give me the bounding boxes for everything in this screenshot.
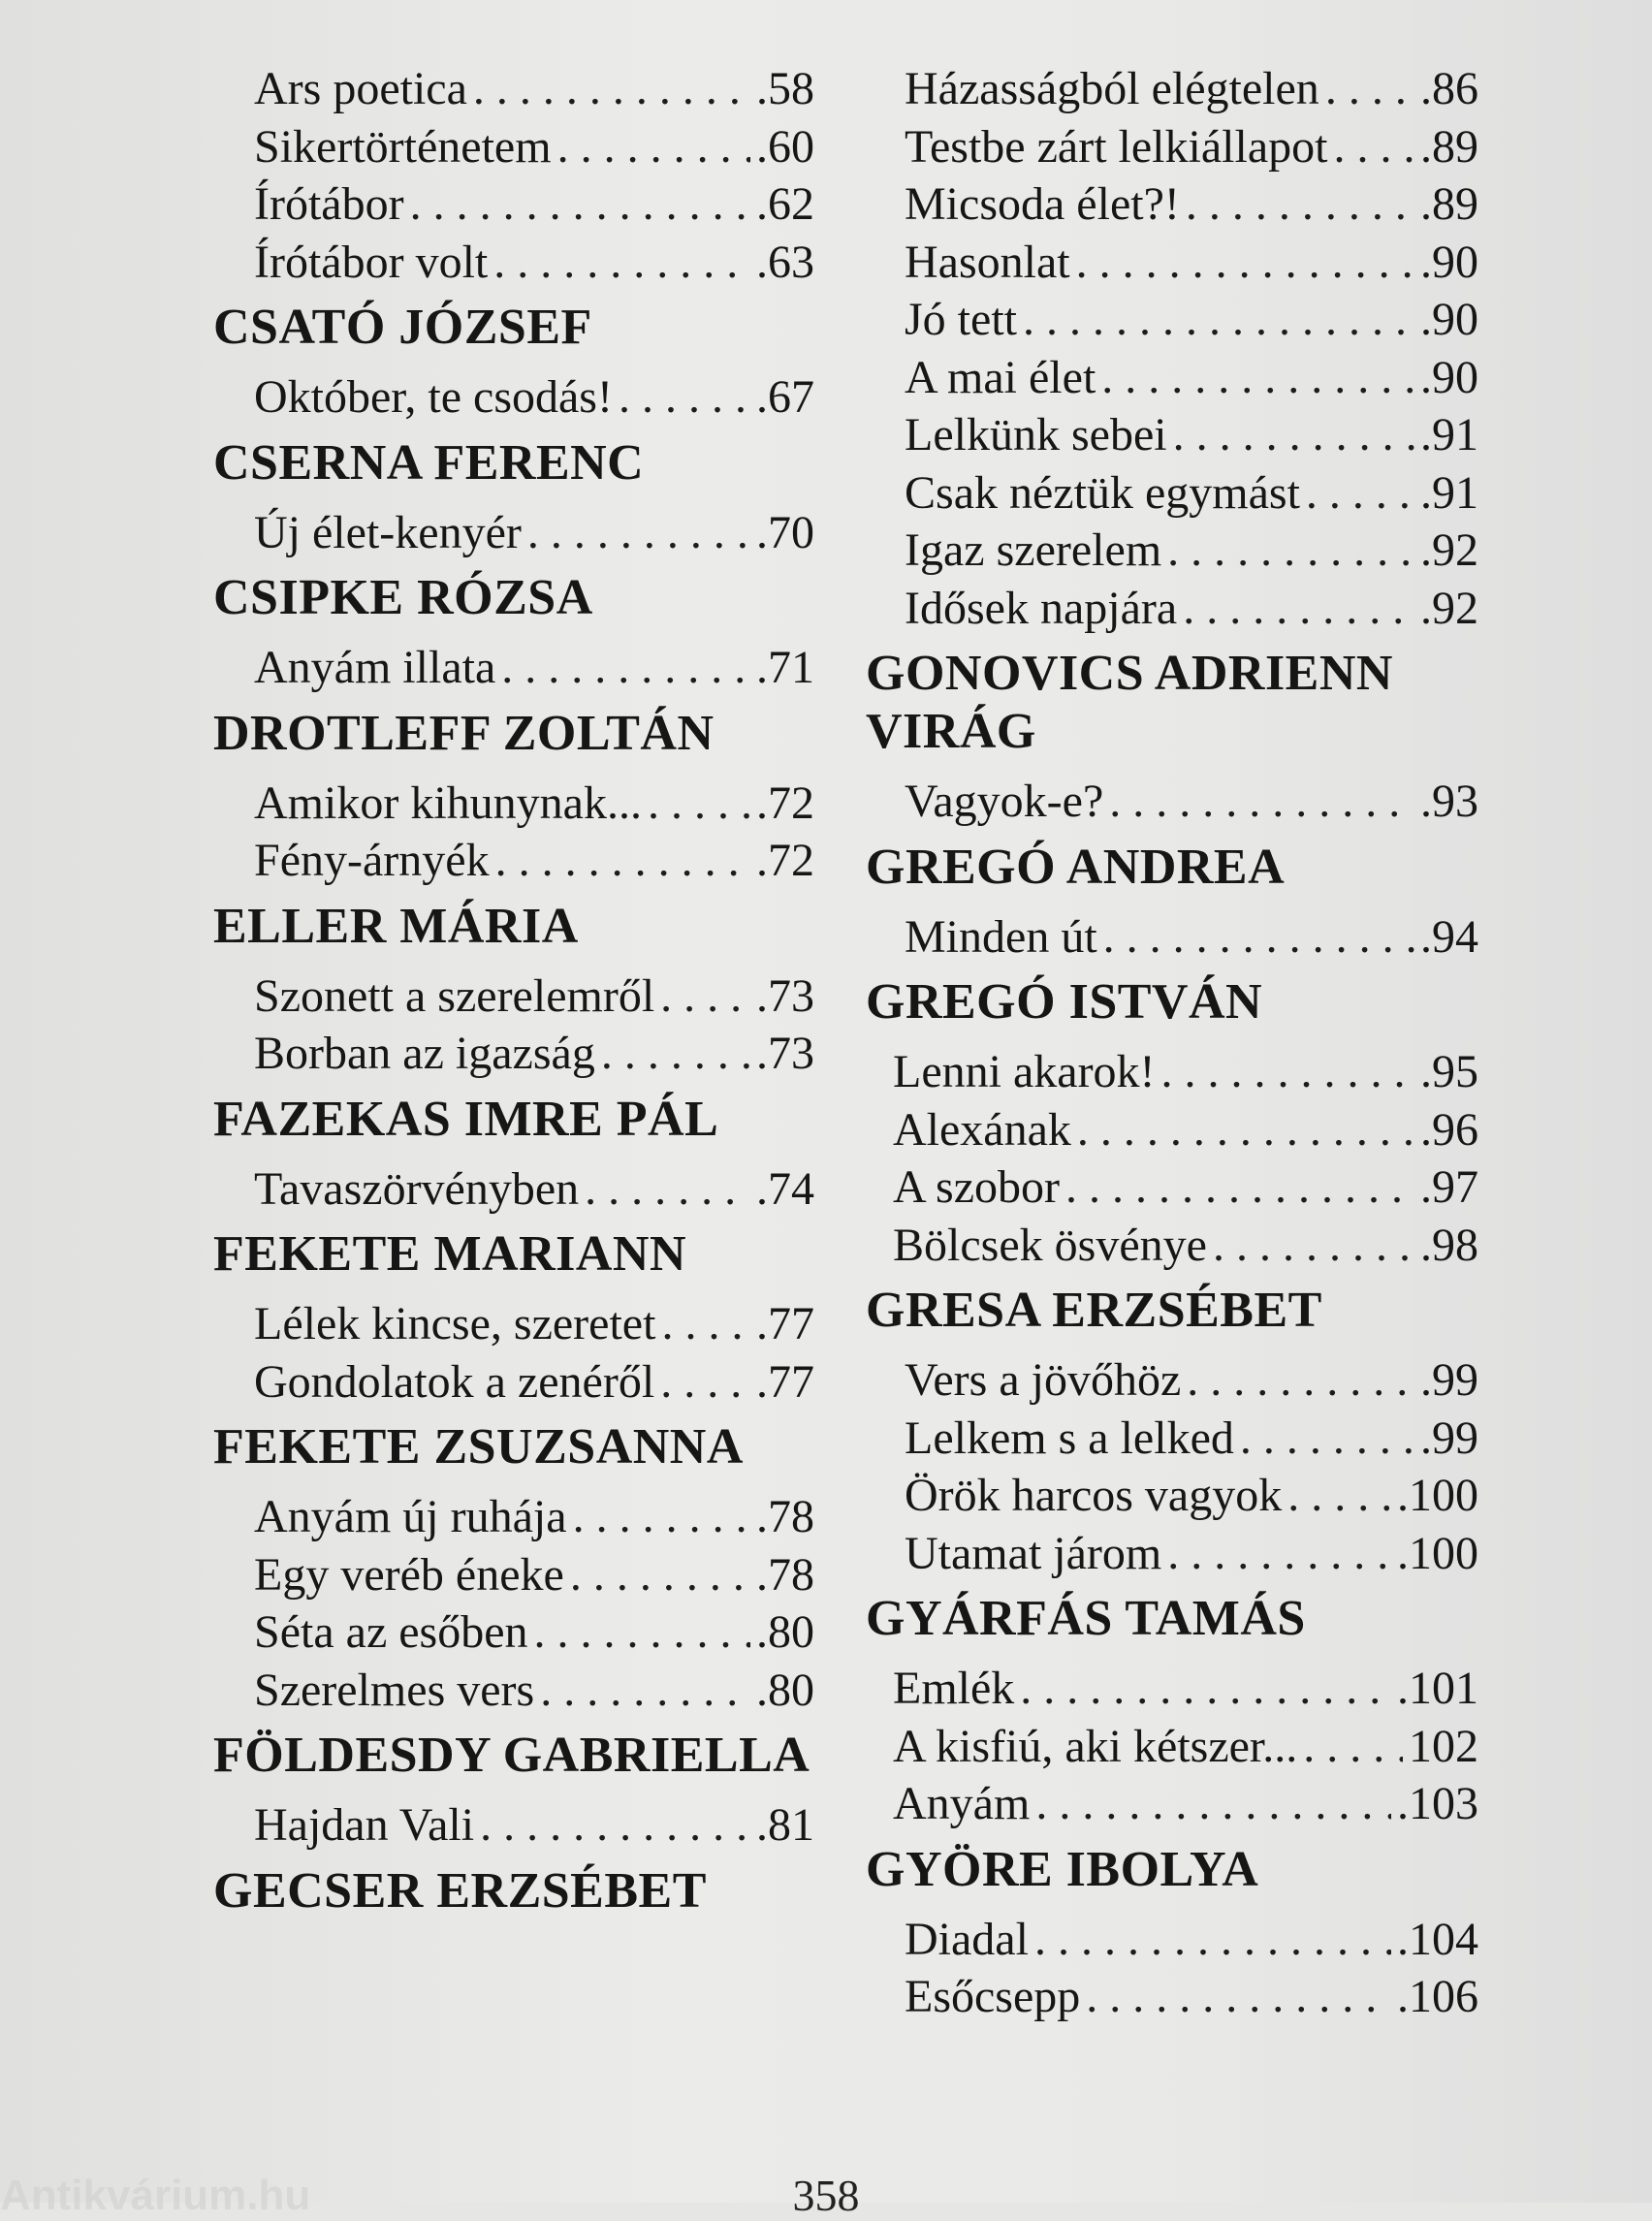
dot-leader bbox=[661, 1295, 750, 1353]
entry-title: Igaz szerelem bbox=[905, 524, 1162, 576]
dot-leader bbox=[1167, 1525, 1391, 1583]
toc-entry bbox=[213, 1160, 814, 1219]
toc-entry bbox=[213, 234, 814, 292]
toc-entry bbox=[213, 118, 814, 176]
dot-leader bbox=[501, 639, 750, 697]
entry-page-number: .93 bbox=[1420, 776, 1478, 827]
toc-entry bbox=[866, 1158, 1478, 1217]
entry-page-number: .80 bbox=[756, 1606, 814, 1658]
entry-page-number: .90 bbox=[1420, 351, 1478, 403]
dot-leader bbox=[1187, 1351, 1414, 1410]
dot-leader bbox=[1103, 908, 1414, 967]
entry-title: Egy veréb éneke bbox=[254, 1548, 564, 1601]
entry-page-number: .81 bbox=[756, 1799, 814, 1851]
toc-entry bbox=[213, 1546, 814, 1604]
entry-title: A szobor bbox=[893, 1161, 1060, 1213]
entry-page-number: .94 bbox=[1420, 910, 1478, 963]
dot-leader bbox=[660, 968, 750, 1026]
dot-leader bbox=[540, 1662, 750, 1720]
entry-title: Anyám illata bbox=[254, 642, 496, 693]
author-heading: GONOVICS ADRIENN VIRÁG bbox=[866, 646, 1393, 759]
toc-entry bbox=[213, 775, 814, 833]
entry-title: Új élet-kenyér bbox=[254, 506, 522, 558]
dot-leader bbox=[1325, 60, 1414, 118]
dot-leader bbox=[557, 118, 750, 176]
entry-title: Házasságból elégtelen bbox=[905, 63, 1319, 114]
author-heading: DROTLEFF ZOLTÁN bbox=[213, 705, 715, 761]
toc-entry bbox=[213, 1025, 814, 1083]
entry-page-number: .78 bbox=[756, 1491, 814, 1542]
entry-title: Írótábor volt bbox=[254, 236, 489, 288]
toc-entry bbox=[213, 504, 814, 562]
entry-title: A kisfiú, aki kétszer... bbox=[893, 1720, 1298, 1772]
dot-leader bbox=[1173, 406, 1414, 464]
entry-title: Szonett a szerelemről bbox=[254, 969, 655, 1022]
entry-page-number: .60 bbox=[756, 120, 814, 173]
entry-page-number: .77 bbox=[756, 1298, 814, 1349]
entry-page-number: .86 bbox=[1420, 63, 1478, 114]
dot-leader bbox=[1020, 1660, 1391, 1718]
toc-left-column bbox=[213, 60, 814, 1932]
toc-entry bbox=[866, 908, 1478, 967]
dot-leader bbox=[1240, 1410, 1414, 1468]
entry-page-number: .67 bbox=[756, 371, 814, 423]
entry-page-number: 102 bbox=[1409, 1720, 1478, 1772]
entry-page-number: .90 bbox=[1420, 294, 1478, 345]
dot-leader bbox=[585, 1160, 750, 1219]
toc-entry bbox=[213, 1353, 814, 1412]
entry-title: Vagyok-e? bbox=[905, 776, 1104, 827]
entry-title: Séta az esőben bbox=[254, 1606, 528, 1658]
toc-entry bbox=[213, 368, 814, 427]
entry-page-number: .103 bbox=[1397, 1778, 1478, 1829]
dot-leader bbox=[1186, 175, 1414, 234]
entry-page-number: .58 bbox=[756, 63, 814, 114]
entry-page-number: .97 bbox=[1420, 1161, 1478, 1213]
dot-leader bbox=[1035, 1775, 1391, 1833]
toc-entry bbox=[866, 1968, 1478, 2026]
entry-title: Sikertörténetem bbox=[254, 120, 552, 173]
dot-leader bbox=[1101, 349, 1414, 407]
toc-entry bbox=[866, 1043, 1478, 1101]
toc-entry bbox=[866, 118, 1478, 176]
dot-leader bbox=[601, 1025, 750, 1083]
entry-title: Tavaszörvényben bbox=[254, 1162, 580, 1215]
entry-page-number: .63 bbox=[756, 236, 814, 288]
entry-page-number: .99 bbox=[1420, 1412, 1478, 1464]
entry-page-number: .106 bbox=[1397, 1971, 1478, 2022]
dot-leader bbox=[1161, 1043, 1414, 1101]
entry-title: Ars poetica bbox=[254, 63, 467, 114]
toc-entry bbox=[866, 773, 1478, 831]
toc-entry bbox=[866, 580, 1478, 638]
entry-title: Utamat járom bbox=[905, 1527, 1162, 1579]
entry-page-number: .78 bbox=[756, 1548, 814, 1601]
entry-title: Amikor kihunynak... bbox=[254, 777, 642, 829]
author-heading: CSERNA FERENC bbox=[213, 434, 645, 491]
author-heading: FÖLDESDY GABRIELLA bbox=[213, 1728, 810, 1783]
entry-title: Lelkünk sebei bbox=[905, 409, 1167, 460]
dot-leader bbox=[660, 1353, 750, 1412]
toc-entry bbox=[866, 349, 1478, 407]
toc-entry bbox=[866, 234, 1478, 292]
entry-page-number: .62 bbox=[756, 178, 814, 230]
toc-right-column bbox=[866, 60, 1478, 2026]
dot-leader bbox=[1306, 464, 1414, 523]
toc-entry bbox=[213, 832, 814, 890]
author-heading: ELLER MÁRIA bbox=[213, 898, 579, 954]
toc-entry bbox=[866, 1217, 1478, 1275]
author-heading: FAZEKAS IMRE PÁL bbox=[213, 1091, 719, 1147]
dot-leader bbox=[619, 368, 750, 427]
entry-title: Vers a jövőhöz bbox=[905, 1354, 1182, 1406]
entry-title: Csak néztük egymást bbox=[905, 466, 1300, 519]
entry-page-number: .96 bbox=[1420, 1103, 1478, 1156]
entry-title: Minden út bbox=[905, 910, 1097, 963]
toc-entry bbox=[866, 522, 1478, 580]
author-heading: GRESA ERZSÉBET bbox=[866, 1283, 1322, 1338]
dot-leader bbox=[534, 1603, 750, 1662]
dot-leader bbox=[1034, 1911, 1391, 1969]
toc-entry bbox=[213, 968, 814, 1026]
toc-entry bbox=[866, 1525, 1478, 1583]
watermark: Antikvárium.hu bbox=[0, 2172, 311, 2219]
entry-title: Emlék bbox=[893, 1663, 1015, 1714]
author-heading: GREGÓ ANDREA bbox=[866, 839, 1286, 895]
toc-entry bbox=[213, 1488, 814, 1546]
entry-page-number: .100 bbox=[1397, 1527, 1478, 1579]
entry-page-number: .72 bbox=[756, 835, 814, 886]
dot-leader bbox=[1333, 118, 1414, 176]
toc-entry bbox=[213, 639, 814, 697]
entry-title: Idősek napjára bbox=[905, 582, 1178, 634]
entry-page-number: .91 bbox=[1420, 409, 1478, 460]
toc-entry bbox=[866, 1101, 1478, 1159]
entry-title: Jó tett bbox=[905, 294, 1017, 345]
toc-entry bbox=[866, 1911, 1478, 1969]
toc-entry bbox=[866, 464, 1478, 523]
entry-title: Bölcsek ösvénye bbox=[893, 1219, 1207, 1271]
toc-entry bbox=[213, 1796, 814, 1855]
author-heading: GREGÓ ISTVÁN bbox=[866, 974, 1263, 1030]
entry-title: Anyám bbox=[893, 1778, 1031, 1829]
toc-entry bbox=[866, 1410, 1478, 1468]
dot-leader bbox=[1109, 773, 1414, 831]
entry-page-number: .70 bbox=[756, 506, 814, 558]
author-heading: GYÖRE IBOLYA bbox=[866, 1841, 1259, 1897]
toc-entry bbox=[213, 1295, 814, 1353]
entry-title: Fény-árnyék bbox=[254, 835, 490, 886]
entry-page-number: .100 bbox=[1397, 1470, 1478, 1521]
entry-title: Lelkem s a lelked bbox=[905, 1412, 1234, 1464]
entry-title: Írótábor bbox=[254, 178, 404, 230]
toc-entry bbox=[213, 175, 814, 234]
author-heading: FEKETE MARIANN bbox=[213, 1226, 687, 1282]
author-heading: GECSER ERZSÉBET bbox=[213, 1862, 707, 1919]
entry-page-number: .95 bbox=[1420, 1046, 1478, 1097]
toc-entry bbox=[213, 1603, 814, 1662]
dot-leader bbox=[1086, 1968, 1391, 2026]
entry-page-number: .92 bbox=[1420, 524, 1478, 576]
entry-title: Hajdan Vali bbox=[254, 1799, 475, 1851]
entry-page-number: .73 bbox=[756, 1028, 814, 1079]
toc-entry bbox=[866, 1467, 1478, 1525]
dot-leader bbox=[493, 234, 750, 292]
toc-entry bbox=[866, 175, 1478, 234]
entry-page-number: .98 bbox=[1420, 1219, 1478, 1271]
entry-page-number: .90 bbox=[1420, 236, 1478, 288]
dot-leader bbox=[1065, 1158, 1414, 1217]
entry-title: Október, te csodás! bbox=[254, 371, 613, 423]
dot-leader bbox=[1076, 234, 1414, 292]
entry-page-number: .101 bbox=[1397, 1663, 1478, 1714]
entry-title: Lenni akarok! bbox=[893, 1046, 1156, 1097]
toc-entry bbox=[866, 291, 1478, 349]
dot-leader bbox=[495, 832, 750, 890]
entry-title: Diadal bbox=[905, 1913, 1029, 1965]
dot-leader bbox=[1287, 1467, 1391, 1525]
entry-page-number: .80 bbox=[756, 1664, 814, 1716]
entry-page-number: .74 bbox=[756, 1162, 814, 1215]
entry-page-number: .77 bbox=[756, 1355, 814, 1408]
entry-title: Gondolatok a zenéről bbox=[254, 1355, 655, 1408]
page-number: 358 bbox=[792, 2171, 860, 2220]
dot-leader bbox=[1077, 1101, 1414, 1159]
entry-title: Testbe zárt lelkiállapot bbox=[905, 120, 1328, 173]
entry-page-number: .72 bbox=[756, 777, 814, 829]
entry-page-number: .89 bbox=[1420, 178, 1478, 230]
dot-leader bbox=[1303, 1718, 1403, 1776]
author-heading: CSATÓ JÓZSEF bbox=[213, 300, 592, 355]
toc-entry bbox=[866, 1660, 1478, 1718]
dot-leader bbox=[1167, 522, 1414, 580]
dot-leader bbox=[1213, 1217, 1414, 1275]
toc-entry bbox=[866, 1775, 1478, 1833]
entry-page-number: .73 bbox=[756, 969, 814, 1022]
entry-title: Hasonlat bbox=[905, 236, 1070, 288]
dot-leader bbox=[648, 775, 750, 833]
toc-entry bbox=[213, 60, 814, 118]
entry-page-number: .104 bbox=[1397, 1913, 1478, 1965]
entry-title: Borban az igazság bbox=[254, 1028, 595, 1079]
author-heading: FEKETE ZSUZSANNA bbox=[213, 1419, 744, 1475]
toc-entry bbox=[866, 406, 1478, 464]
dot-leader bbox=[480, 1796, 750, 1855]
dot-leader bbox=[527, 504, 750, 562]
entry-title: Lélek kincse, szeretet bbox=[254, 1298, 656, 1349]
dot-leader bbox=[1183, 580, 1414, 638]
entry-page-number: .89 bbox=[1420, 120, 1478, 173]
toc-entry bbox=[866, 60, 1478, 118]
entry-page-number: .92 bbox=[1420, 582, 1478, 634]
dot-leader bbox=[570, 1546, 750, 1604]
dot-leader bbox=[1023, 291, 1414, 349]
entry-title: Micsoda élet?! bbox=[905, 178, 1180, 230]
entry-title: Anyám új ruhája bbox=[254, 1491, 567, 1542]
toc-entry bbox=[866, 1351, 1478, 1410]
entry-title: Örök harcos vagyok bbox=[905, 1470, 1283, 1521]
author-heading: CSIPKE RÓZSA bbox=[213, 570, 593, 625]
entry-page-number: .71 bbox=[756, 642, 814, 693]
entry-page-number: .99 bbox=[1420, 1354, 1478, 1406]
entry-title: Alexának bbox=[893, 1103, 1071, 1156]
entry-title: A mai élet bbox=[905, 351, 1096, 403]
dot-leader bbox=[410, 175, 750, 234]
entry-page-number: .91 bbox=[1420, 466, 1478, 519]
toc-entry bbox=[866, 1718, 1478, 1776]
dot-leader bbox=[573, 1488, 750, 1546]
author-heading: GYÁRFÁS TAMÁS bbox=[866, 1591, 1306, 1646]
dot-leader bbox=[473, 60, 750, 118]
toc-entry bbox=[213, 1662, 814, 1720]
entry-title: Esőcsepp bbox=[905, 1971, 1081, 2022]
entry-title: Szerelmes vers bbox=[254, 1664, 535, 1716]
